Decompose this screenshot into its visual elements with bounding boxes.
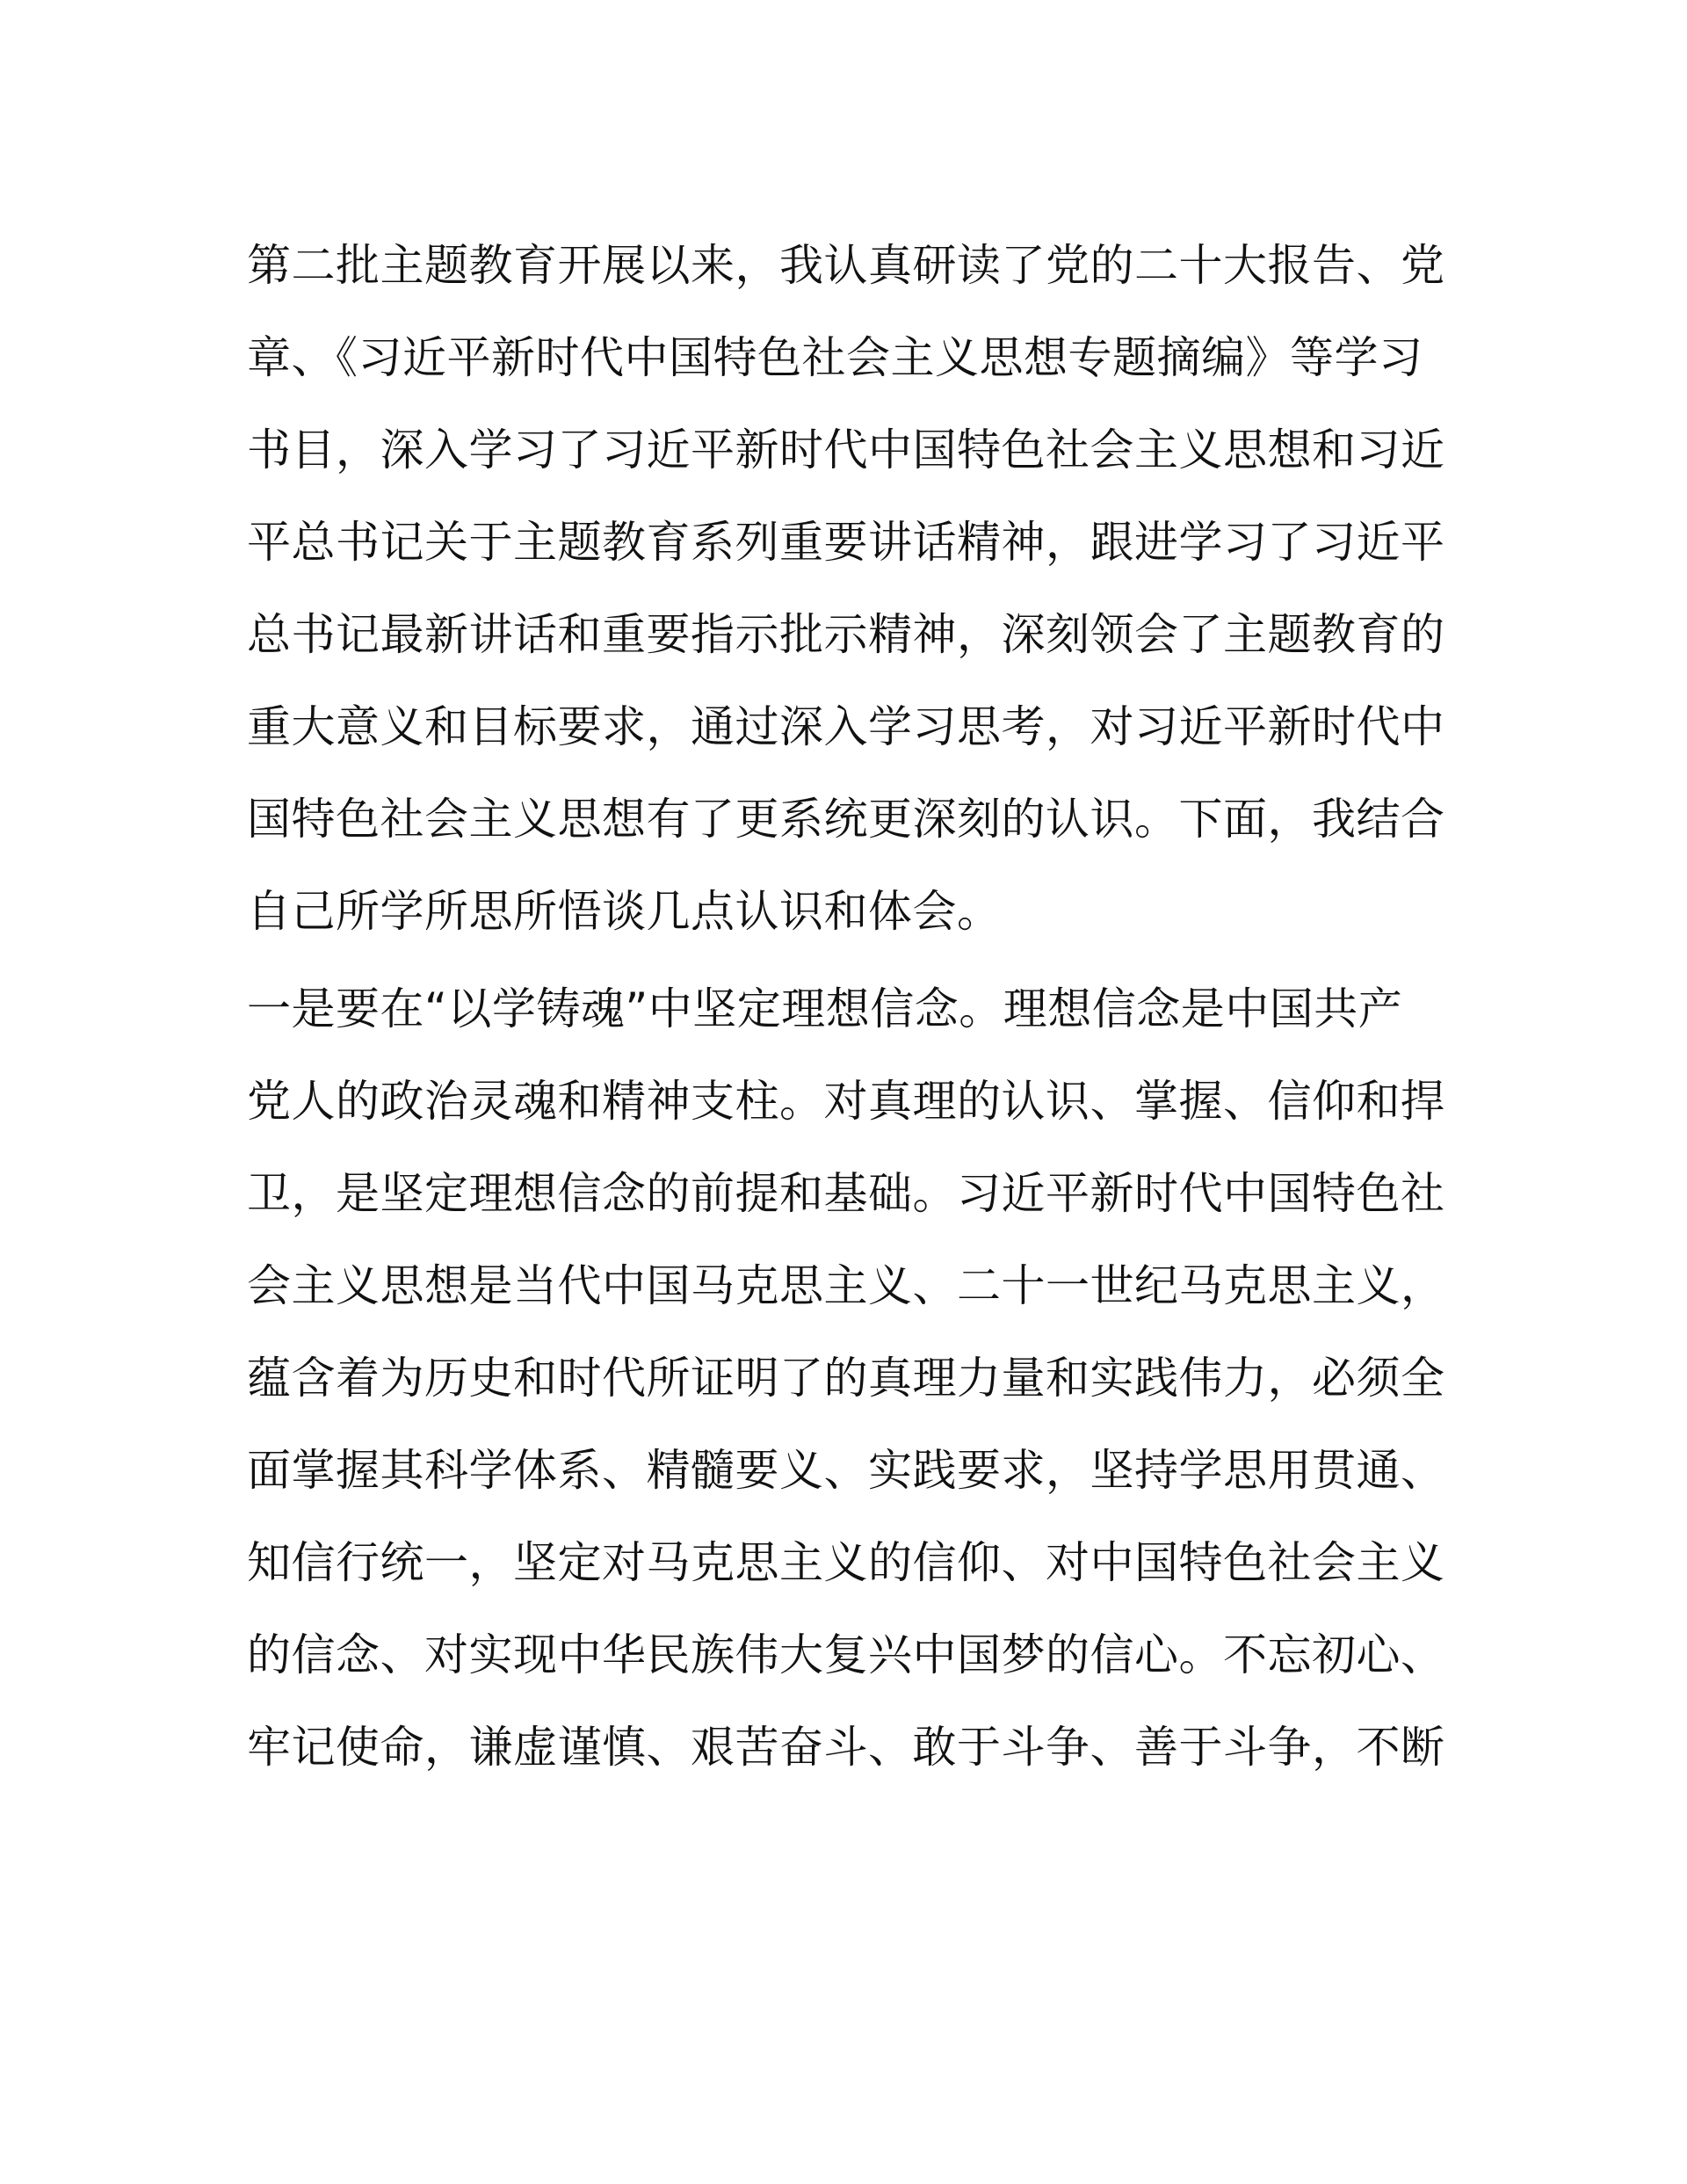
paragraph-line: 书目，深入学习了习近平新时代中国特色社会主义思想和习近 (247, 424, 1445, 475)
paragraph-line: 章、《习近平新时代中国特色社会主义思想专题摘编》等学习 (247, 332, 1423, 383)
paragraph-line: 自己所学所思所悟谈几点认识和体会。 (247, 886, 1002, 937)
paragraph-line: 党人的政治灵魂和精神支柱。对真理的认识、掌握、信仰和捍 (247, 1076, 1445, 1127)
paragraph-line: 面掌握其科学体系、精髓要义、实践要求，坚持学思用贯通、 (247, 1445, 1445, 1496)
paragraph-line: 卫，是坚定理想信念的前提和基础。习近平新时代中国特色社 (247, 1168, 1445, 1219)
paragraph-line: 知信行统一，坚定对马克思主义的信仰、对中国特色社会主义 (247, 1537, 1445, 1588)
paragraph-line: 重大意义和目标要求，通过深入学习思考，对习近平新时代中 (247, 701, 1445, 752)
paragraph-line: 平总书记关于主题教育系列重要讲话精神，跟进学习了习近平 (247, 517, 1445, 568)
paragraph-line: 第二批主题教育开展以来，我认真研读了党的二十大报告、党 (247, 240, 1445, 291)
paragraph-line: 蕴含着为历史和时代所证明了的真理力量和实践伟力，必须全 (247, 1353, 1445, 1404)
paragraph-line: 总书记最新讲话和重要指示批示精神，深刻领会了主题教育的 (247, 609, 1445, 660)
paragraph-line: 国特色社会主义思想有了更系统更深刻的认识。下面，我结合 (247, 794, 1445, 845)
paragraph-line: 牢记使命，谦虚谨慎、艰苦奋斗、敢于斗争、善于斗争，不断 (247, 1722, 1445, 1773)
paragraph-line: 一是要在“以学铸魂”中坚定理想信念。理想信念是中国共产 (247, 983, 1403, 1034)
paragraph-line: 的信念、对实现中华民族伟大复兴中国梦的信心。不忘初心、 (247, 1629, 1445, 1680)
paragraph-line: 会主义思想是当代中国马克思主义、二十一世纪马克思主义， (247, 1260, 1445, 1311)
